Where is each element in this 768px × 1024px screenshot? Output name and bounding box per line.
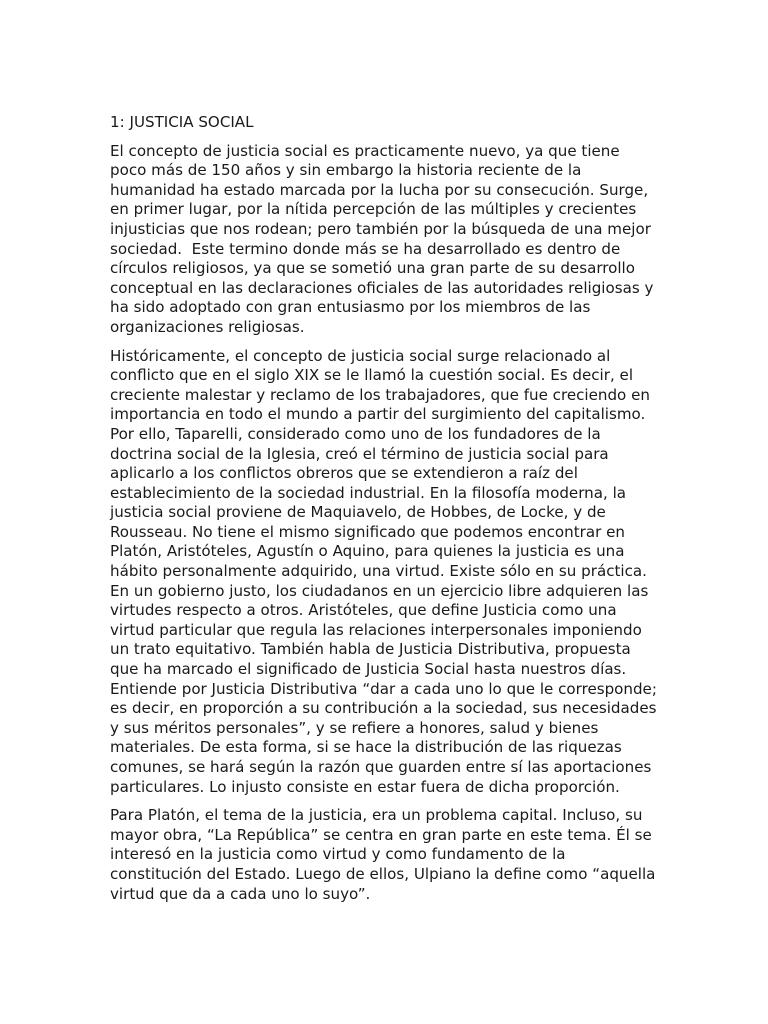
paragraph-1: El concepto de justicia social es practicamente nuevo, ya que tiene poco más de 150 años y sin embargo la historia reciente de la humanidad ha estado marcada por la lucha por su consecución. Surge, en primer lugar, por la nítida percepción de las múltiples y crecientes injusticias que nos rodean; pero también por la búsqueda de una mejor sociedad. Este termino donde más se ha desarrollado es dentro de círculos religiosos, ya que se sometió una gran parte de su desarrollo conceptual en las declaraciones oficiales de las autoridades religiosas y ha sido adoptado con gran entusiasmo por los miembros de las organizaciones religiosas. [110, 141, 659, 336]
paragraph-3: Para Platón, el tema de la justicia, era un problema capital. Incluso, su mayor obra, “La República” se centra en gran parte en este tema. Él se interesó en la justicia como virtud y como fundamento de la constitución del Estado. Luego de ellos, Ulpiano la define como “aquella virtud que da a cada uno lo suyo”. [110, 806, 661, 903]
document-body [110, 113, 662, 913]
section-heading: 1: JUSTICIA SOCIAL [110, 113, 254, 131]
paragraph-2: Históricamente, el concepto de justicia social surge relacionado al conflicto que en el siglo XIX se le llamó la cuestión social. Es decir, el creciente malestar y reclamo de los trabajadores, que fue creciendo en importancia en todo el mundo a partir del surgimiento del capitalismo. Por ello, Taparelli, considerado como uno de los fundadores de la doctrina social de la Iglesia, creó el término de justicia social para aplicarlo a los conflictos obreros que se extendieron a raíz del establecimiento de la sociedad industrial. En la filosofía moderna, la justicia social proviene de Maquiavelo, de Hobbes, de Locke, y de Rousseau. No tiene el mismo significado que podemos encontrar en Platón, Aristóteles, Agustín o Aquino, para quienes la justicia es una hábito personalmente adquirido, una virtud. Existe sólo en su práctica. En un gobierno justo, los ciudadanos en un ejercicio libre adquieren las virtudes respecto a otros. Aristóteles, que define Justicia como una virtud particular que regula las relaciones interpersonales imponiendo un trato equitativo. También habla de Justicia Distributiva, propuesta que ha marcado el significado de Justicia Social hasta nuestros días. Entiende por Justicia Distributiva “dar a cada uno lo que le corresponde; es decir, en proporción a su contribución a la sociedad, sus necesidades y sus méritos personales”, y se refiere a honores, salud y bienes materiales. De esta forma, si se hace la distribución de las riquezas comunes, se hará según la razón que guarden entre sí las aportaciones particulares. Lo injusto consiste en estar fuera de dicha proporción. [110, 346, 662, 796]
